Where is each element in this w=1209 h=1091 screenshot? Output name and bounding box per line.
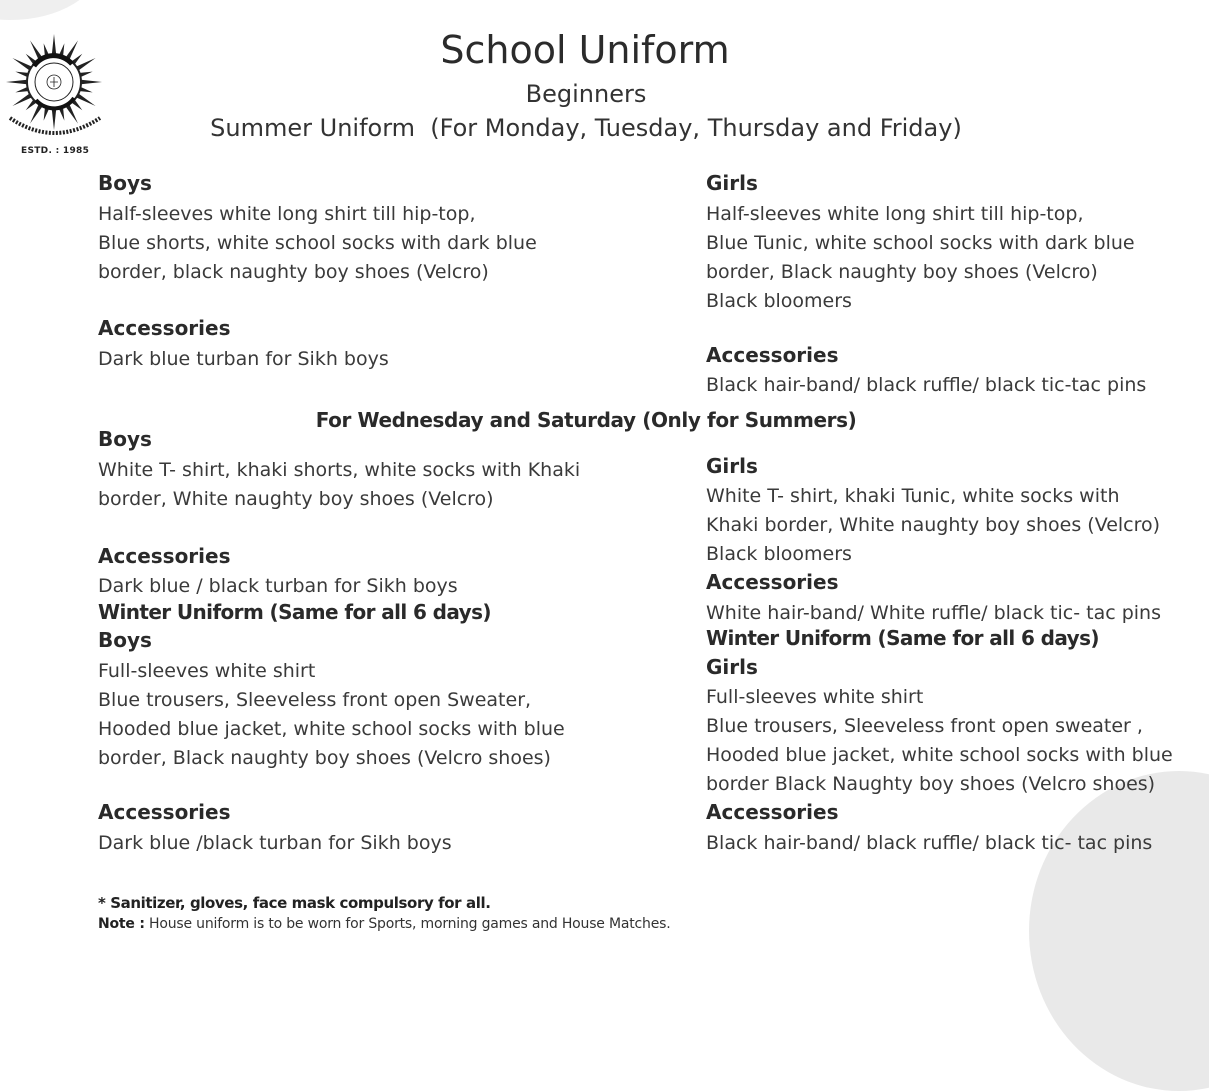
text-line: Dark blue turban for Sikh boys (98, 348, 389, 370)
summer-boys-accessories-heading: Accessories (98, 316, 231, 340)
text-line: Black bloomers (706, 290, 852, 312)
text-line: Blue Tunic, white school socks with dark blue (706, 232, 1135, 254)
winter-boys-text (98, 657, 565, 773)
text-line: border, Black naughty boy shoes (Velcro shoes) (98, 747, 551, 769)
text-line: Black bloomers (706, 543, 852, 565)
text-line: border, black naughty boy shoes (Velcro) (98, 261, 489, 283)
summer-heading: Summer Uniform (For Monday, Tuesday, Thursday and Friday) (210, 114, 962, 142)
text-line: Khaki border, White naughty boy shoes (Velcro) (706, 514, 1161, 536)
text-line: Half-sleeves white long shirt till hip-top, (706, 203, 1084, 225)
midweek-girls-accessories-heading: Accessories (706, 570, 839, 594)
text-line: White T- shirt, khaki shorts, white socks with Khaki (98, 459, 581, 481)
text-line: Black hair-band/ black ruffle/ black tic- tac pins (706, 832, 1153, 854)
sanitizer-note: * Sanitizer, gloves, face mask compulsory for all. (98, 894, 491, 912)
winter-girls-text (706, 683, 1173, 799)
note-text: House uniform is to be worn for Sports, morning games and House Matches. (144, 916, 671, 932)
text-line: Half-sleeves white long shirt till hip-top, (98, 203, 476, 225)
page-subtitle: Beginners (525, 80, 647, 108)
logo-estd: ESTD. : 1985 (21, 146, 90, 156)
midweek-boys-accessories (98, 572, 458, 601)
text-line: Blue trousers, Sleeveless front open Sweater, (98, 689, 532, 711)
note-label: Note : (98, 916, 145, 932)
midweek-girls-heading: Girls (706, 454, 758, 478)
summer-girls-accessories-heading: Accessories (706, 343, 839, 367)
text-line: border Black Naughty boy shoes (Velcro shoes) (706, 773, 1156, 795)
midweek-heading: For Wednesday and Saturday (Only for Summers) (315, 408, 857, 432)
text-line: Dark blue / black turban for Sikh boys (98, 575, 458, 597)
summer-boys-heading: Boys (98, 171, 152, 195)
summer-boys-accessories (98, 345, 389, 374)
text-line: Dark blue /black turban for Sikh boys (98, 832, 452, 854)
text-line: Blue shorts, white school socks with dark blue (98, 232, 537, 254)
midweek-girls-text (706, 482, 1160, 569)
text-line: Full-sleeves white shirt (98, 660, 316, 682)
house-uniform-note (98, 916, 670, 932)
text-line: White T- shirt, khaki Tunic, white socks with (706, 485, 1120, 507)
corner-decoration (1029, 771, 1209, 1091)
text-line: border, Black naughty boy shoes (Velcro) (706, 261, 1098, 283)
midweek-girls-accessories (706, 599, 1161, 628)
winter-boys-accessories (98, 829, 452, 858)
winter-boys-heading: Boys (98, 628, 152, 652)
text-line: Full-sleeves white shirt (706, 686, 924, 708)
winter-girls-title: Winter Uniform (Same for all 6 days) (706, 626, 1099, 650)
summer-boys-text (98, 200, 537, 287)
corner-decoration (0, 0, 100, 20)
winter-boys-accessories-heading: Accessories (98, 800, 231, 824)
summer-girls-text (706, 200, 1135, 316)
text-line: border, White naughty boy shoes (Velcro) (98, 488, 494, 510)
winter-girls-accessories (706, 829, 1152, 858)
midweek-boys-heading: Boys (98, 427, 152, 451)
text-line: Hooded blue jacket, white school socks with blue (706, 744, 1173, 766)
midweek-boys-text (98, 456, 580, 514)
text-line: White hair-band/ White ruffle/ black tic- tac pins (706, 602, 1161, 624)
text-line: Black hair-band/ black ruffle/ black tic-tac pins (706, 374, 1147, 396)
text-line: Blue trousers, Sleeveless front open sweater , (706, 715, 1143, 737)
page-title: School Uniform (440, 28, 730, 72)
summer-girls-heading: Girls (706, 171, 758, 195)
winter-girls-accessories-heading: Accessories (706, 800, 839, 824)
winter-girls-heading: Girls (706, 655, 758, 679)
winter-boys-title: Winter Uniform (Same for all 6 days) (98, 600, 491, 624)
text-line: Hooded blue jacket, white school socks with blue (98, 718, 565, 740)
midweek-boys-accessories-heading: Accessories (98, 544, 231, 568)
summer-girls-accessories (706, 371, 1146, 400)
